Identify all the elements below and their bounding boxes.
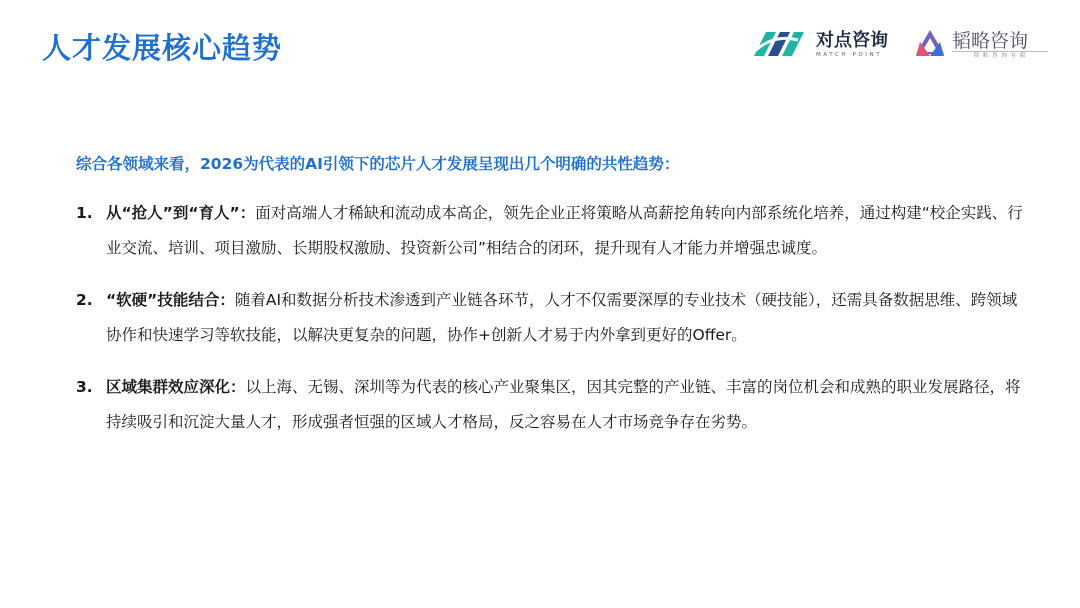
list-item — [76, 370, 1026, 440]
list-item — [76, 283, 1026, 353]
item-text: 随着AI和数据分析技术渗透到产业链各环节，人才不仅需要深厚的专业技术（硬技能），还需具备数据思维、跨领域协作和快速学习等软技能，以解决更复杂的问题，协作+创新人才易于内外拿到更好的Offer。 — [106, 291, 1018, 344]
item-body — [106, 196, 1026, 266]
item-text: 以上海、无锡、深圳等为代表的核心产业聚集区，因其完整的产业链、丰富的岗位机会和成熟的职业发展路径，将持续吸引和沉淀大量人才，形成强者恒强的区域人才格局，反之容易在人才市场竞争存在劣势。 — [106, 378, 1021, 431]
page-title: 人才发展核心趋势 — [42, 31, 283, 65]
item-number: 3. — [76, 378, 93, 396]
item-body — [106, 370, 1026, 440]
item-heading: 从“抢人”到“育人”： — [106, 204, 256, 222]
match-point-logo-sub: MATCH POINT — [816, 52, 883, 58]
item-body — [106, 283, 1026, 353]
match-point-logo-name: 对点咨询 — [816, 30, 888, 51]
taolue-logo-sub: 韬 略 咨 询 有 限 — [952, 51, 1048, 60]
list-item — [76, 196, 1026, 266]
taolue-logo-name: 韬略咨询 — [952, 29, 1029, 52]
match-point-logo — [752, 28, 888, 62]
item-heading: “软硬”技能结合： — [106, 291, 235, 309]
match-point-logo-icon — [752, 28, 810, 62]
item-number: 2. — [76, 291, 93, 309]
item-number: 1. — [76, 204, 93, 222]
item-text: 面对高端人才稀缺和流动成本高企，领先企业正将策略从高薪挖角转向内部系统化培养，通过构建“校企实践、行业交流、培训、项目激励、长期股权激励、投资新公司”相结合的闭环，提升现有人才能力并增强忠诚度。 — [106, 204, 1023, 257]
trend-list — [76, 196, 1026, 457]
intro-text: 综合各领域来看，2026为代表的AI引领下的芯片人才发展呈现出几个明确的共性趋势： — [76, 155, 680, 173]
taolue-logo-icon — [914, 28, 946, 62]
taolue-logo — [914, 28, 1048, 62]
logo-group — [752, 28, 1048, 62]
item-heading: 区域集群效应深化： — [106, 378, 246, 396]
